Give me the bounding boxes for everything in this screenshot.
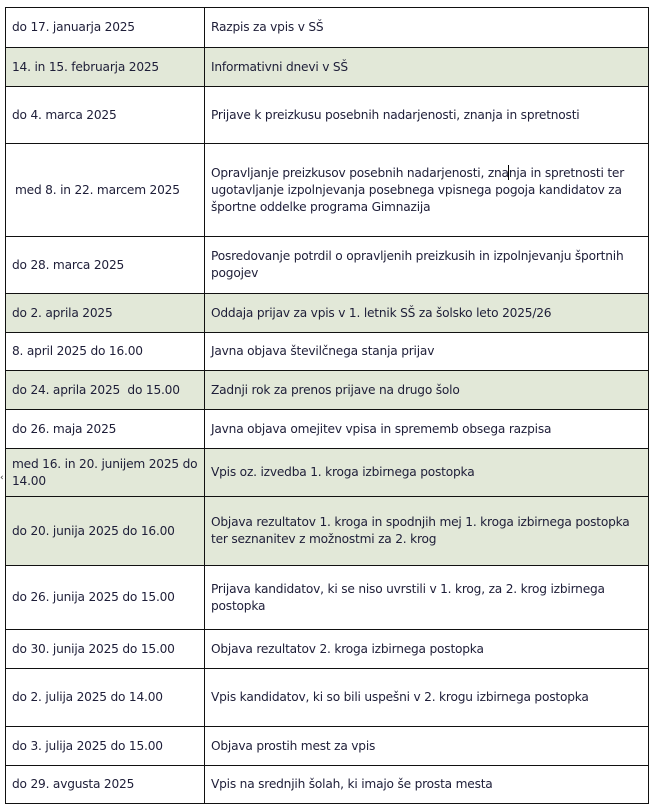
table-row	[6, 333, 649, 371]
table-row	[6, 144, 649, 237]
table-row	[6, 630, 649, 669]
date-cell[interactable]: do 3. julija 2025 do 15.00	[6, 727, 205, 766]
event-cell[interactable]	[205, 144, 649, 237]
table-row	[6, 727, 649, 766]
event-cell[interactable]: Javna objava številčnega stanja prijav	[205, 333, 649, 371]
date-cell[interactable]: do 26. maja 2025	[6, 410, 205, 449]
event-cell[interactable]: Objava rezultatov 2. kroga izbirnega postopka	[205, 630, 649, 669]
date-cell[interactable]: do 26. junija 2025 do 15.00	[6, 566, 205, 630]
event-cell[interactable]: Vpis oz. izvedba 1. kroga izbirnega postopka	[205, 449, 649, 497]
event-cell[interactable]: Prijave k preizkusu posebnih nadarjenosti, znanja in spretnosti	[205, 87, 649, 144]
date-cell[interactable]: do 30. junija 2025 do 15.00	[6, 630, 205, 669]
event-cell[interactable]: Zadnji rok za prenos prijave na drugo šolo	[205, 371, 649, 410]
table-row	[6, 371, 649, 410]
table-row	[6, 8, 649, 48]
event-cell[interactable]: Posredovanje potrdil o opravljenih preizkusih in izpolnjevanju športnih pogojev	[205, 237, 649, 294]
event-cell[interactable]: Oddaja prijav za vpis v 1. letnik SŠ za šolsko leto 2025/26	[205, 294, 649, 333]
date-cell[interactable]: do 2. aprila 2025	[6, 294, 205, 333]
date-text: med 8. in 22. marcem 2025	[15, 182, 180, 197]
table-row	[6, 449, 649, 497]
date-cell[interactable]: 8. april 2025 do 16.00	[6, 333, 205, 371]
date-cell[interactable]: do 4. marca 2025	[6, 87, 205, 144]
date-cell[interactable]: do 29. avgusta 2025	[6, 766, 205, 804]
document-page	[5, 7, 649, 804]
table-row	[6, 766, 649, 804]
event-cell[interactable]: Informativni dnevi v SŠ	[205, 48, 649, 87]
date-cell[interactable]: do 2. julija 2025 do 14.00	[6, 669, 205, 727]
table-row	[6, 410, 649, 449]
event-cell[interactable]: Objava rezultatov 1. kroga in spodnjih mej 1. kroga izbirnega postopka ter seznanitev z možnostmi za 2. krog	[205, 497, 649, 566]
table-row	[6, 669, 649, 727]
table-row	[6, 48, 649, 87]
event-cell[interactable]: Vpis kandidatov, ki so bili uspešni v 2. krogu izbirnega postopka	[205, 669, 649, 727]
event-text-after-caret: nja in spretnosti ter ugotavljanje izpolnjevanja posebnega vpisnega pogoja kandidatov za športne oddelke programa Gimnazija	[211, 165, 625, 214]
event-cell[interactable]: Objava prostih mest za vpis	[205, 727, 649, 766]
table-row	[6, 87, 649, 144]
event-cell[interactable]: Vpis na srednjih šolah, ki imajo še prosta mesta	[205, 766, 649, 804]
table-row	[6, 294, 649, 333]
event-text-before-caret: Opravljanje preizkusov posebnih nadarjenosti, zna	[211, 165, 509, 180]
date-cell[interactable]: do 17. januarja 2025	[6, 8, 205, 48]
event-cell[interactable]: Prijava kandidatov, ki se niso uvrstili v 1. krog, za 2. krog izbirnega postopka	[205, 566, 649, 630]
table-row	[6, 497, 649, 566]
table-row	[6, 566, 649, 630]
enrollment-schedule-table	[5, 7, 649, 804]
event-cell[interactable]: Razpis za vpis v SŠ	[205, 8, 649, 48]
event-cell[interactable]: Javna objava omejitev vpisa in sprememb obsega razpisa	[205, 410, 649, 449]
date-cell[interactable]: 14. in 15. februarja 2025	[6, 48, 205, 87]
date-cell[interactable]	[6, 144, 205, 237]
date-cell[interactable]: do 28. marca 2025	[6, 237, 205, 294]
table-row	[6, 237, 649, 294]
date-cell[interactable]: med 16. in 20. junijem 2025 do 14.00	[6, 449, 205, 497]
date-cell[interactable]: do 24. aprila 2025 do 15.00	[6, 371, 205, 410]
row-resize-handle-icon[interactable]: ‹	[0, 473, 4, 483]
date-cell[interactable]: do 20. junija 2025 do 16.00	[6, 497, 205, 566]
